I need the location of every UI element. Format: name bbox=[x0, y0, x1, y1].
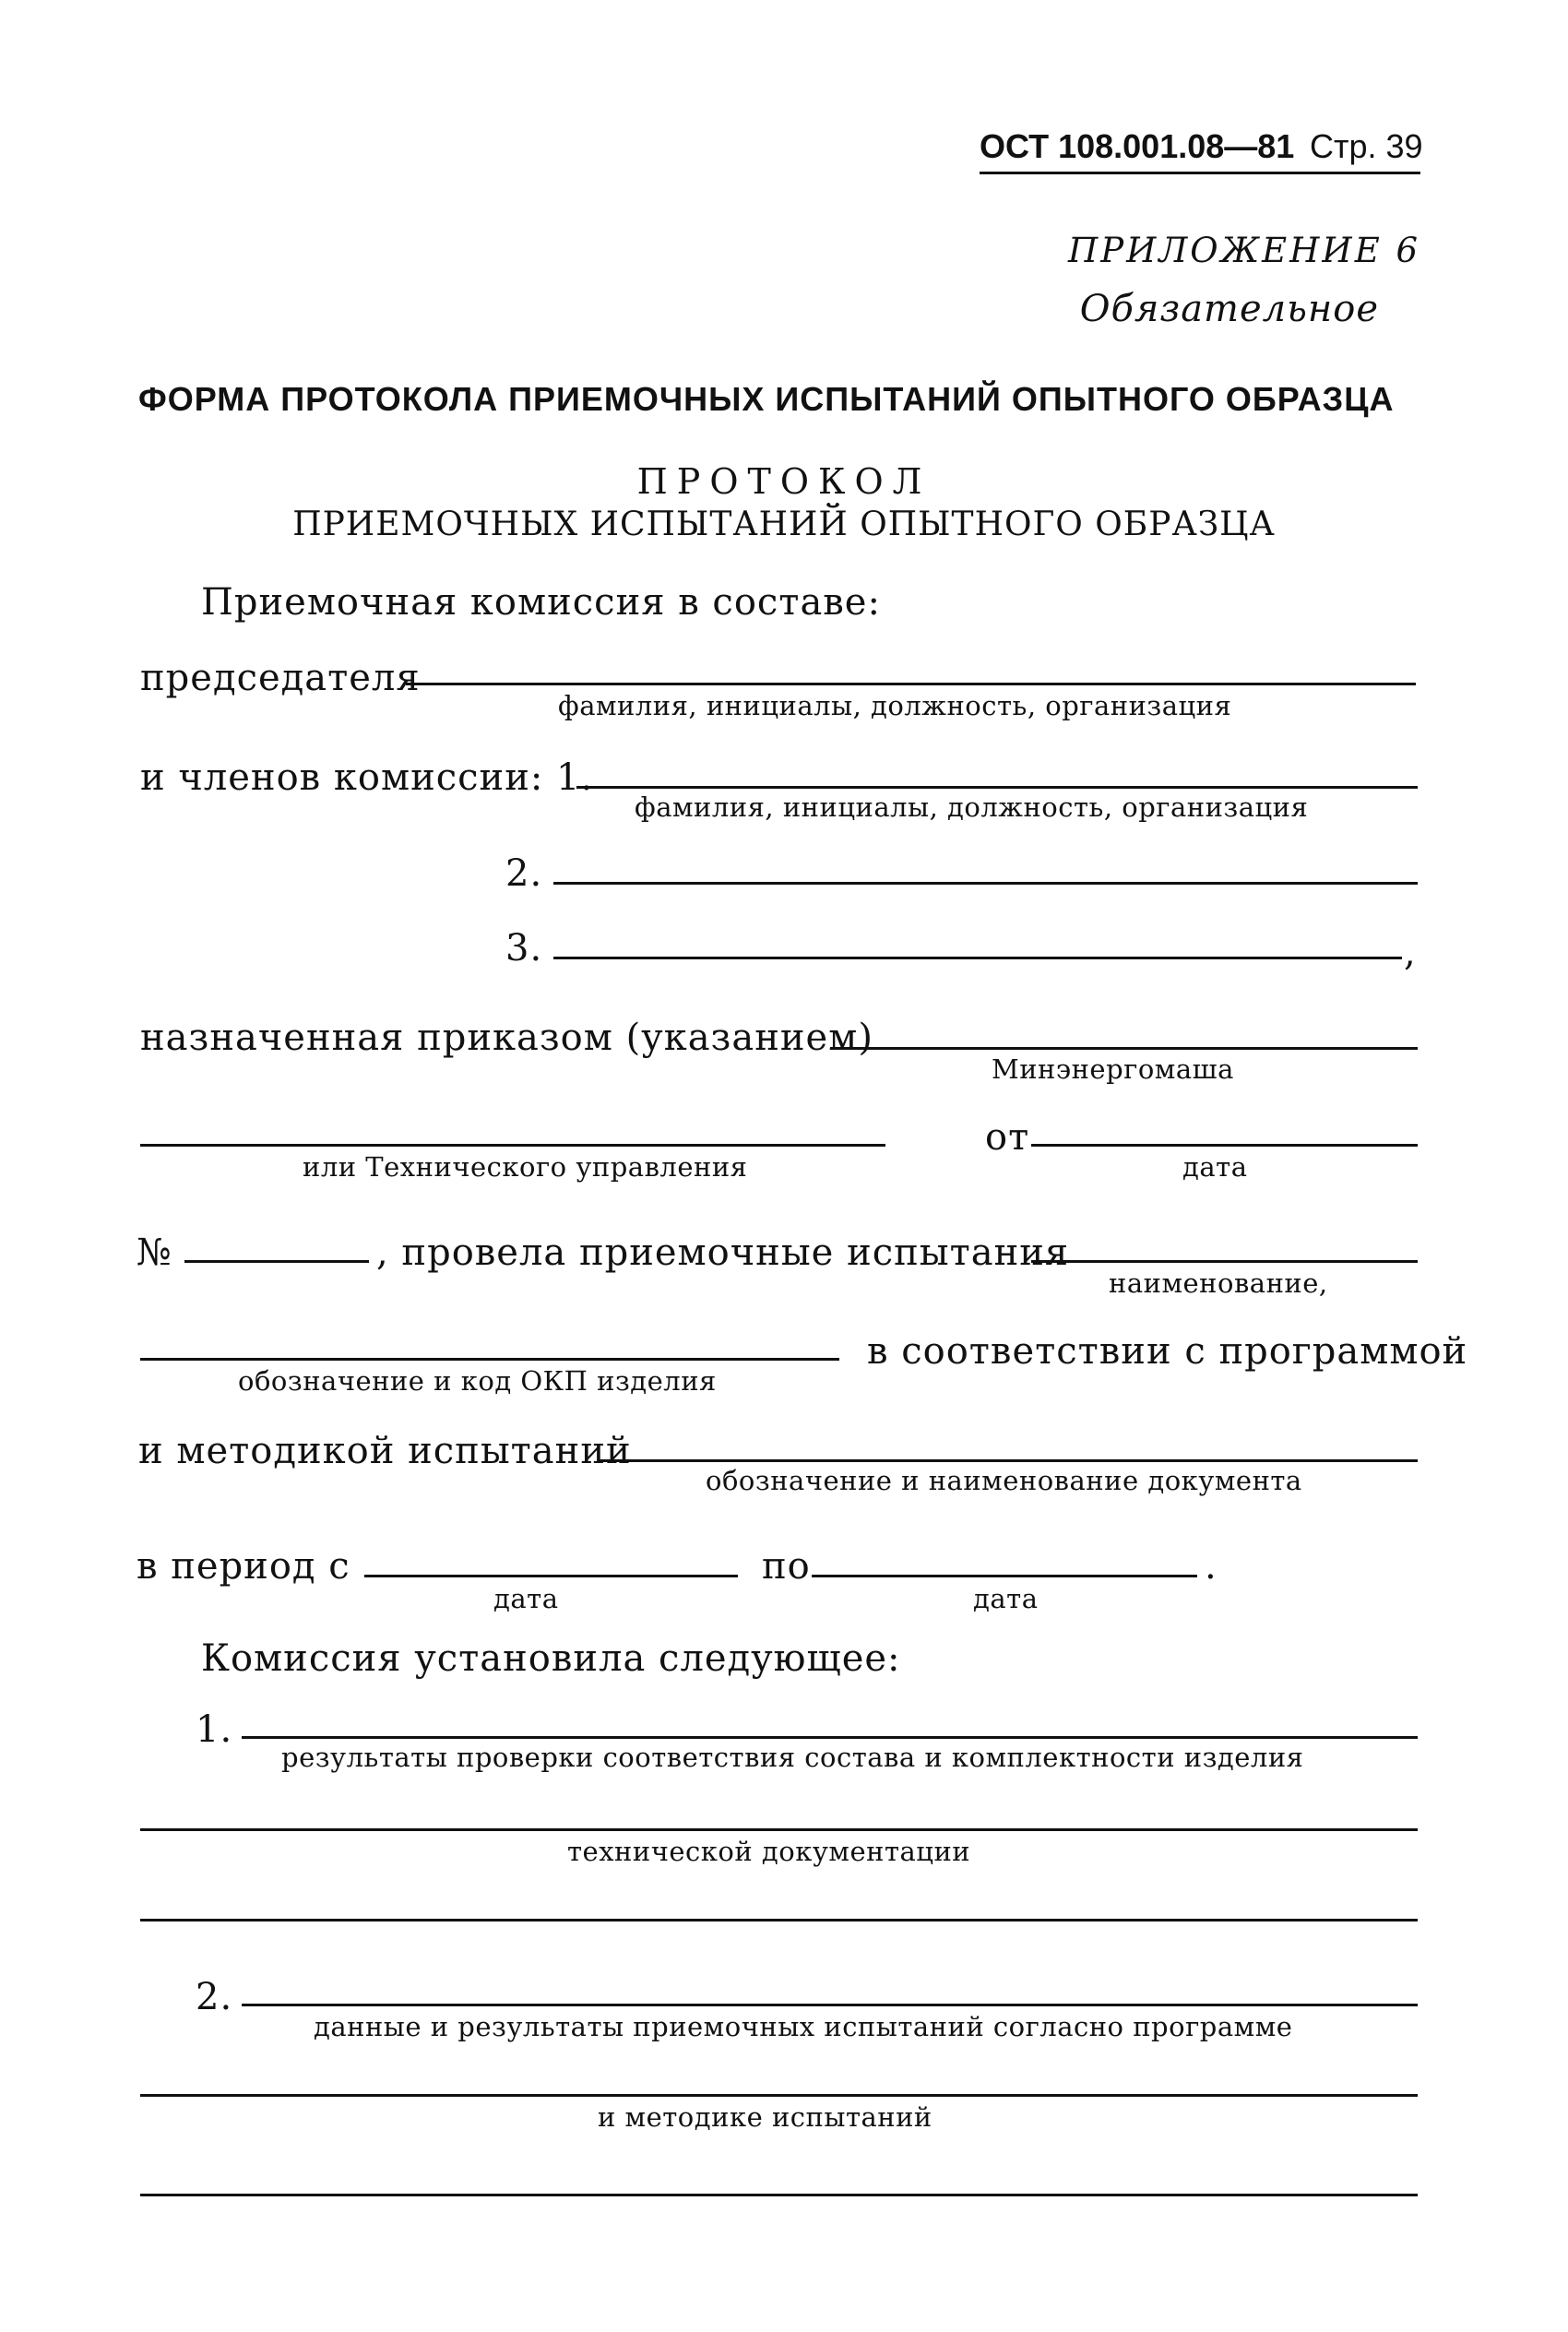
finding2-caption: данные и результаты приемочных испытаний согласно программе bbox=[314, 2011, 1293, 2042]
period-to-label: по bbox=[762, 1545, 811, 1588]
period-label: в период с bbox=[137, 1545, 350, 1588]
finding2-caption-line2: и методике испытаний bbox=[598, 2101, 932, 2133]
method-field[interactable] bbox=[600, 1459, 1418, 1462]
finding1-number: 1. bbox=[196, 1708, 233, 1751]
finding1-caption-line2: технической документации bbox=[567, 1836, 971, 1867]
finding2-field-line2[interactable] bbox=[140, 2094, 1418, 2097]
from-label: от bbox=[985, 1116, 1030, 1159]
period-from-field[interactable] bbox=[364, 1575, 738, 1577]
ministry-caption: Минэнергомаша bbox=[992, 1053, 1234, 1085]
appointment-label: назначенная приказом (указанием) bbox=[140, 1017, 873, 1059]
order-date-field[interactable] bbox=[1031, 1144, 1418, 1147]
conducted-label: , провела приемочные испытания bbox=[376, 1231, 1070, 1274]
department-caption: или Технического управления bbox=[303, 1151, 748, 1183]
member1-caption: фамилия, инициалы, должность, организация bbox=[635, 791, 1309, 823]
finding1-field-line3[interactable] bbox=[140, 1919, 1418, 1922]
period-from-caption: дата bbox=[493, 1583, 559, 1614]
protocol-title: ПРОТОКОЛ bbox=[636, 461, 932, 502]
appendix-status: Обязательное bbox=[1079, 288, 1379, 330]
member2-number: 2. bbox=[505, 852, 543, 895]
member3-field[interactable] bbox=[553, 957, 1402, 959]
method-caption: обозначение и наименование документа bbox=[706, 1465, 1302, 1496]
header-underline bbox=[980, 172, 1420, 174]
findings-intro: Комиссия установила следующее: bbox=[201, 1637, 901, 1680]
product-name-field[interactable] bbox=[1031, 1260, 1418, 1263]
member3-number: 3. bbox=[505, 927, 543, 970]
product-code-caption: обозначение и код ОКП изделия bbox=[238, 1365, 717, 1397]
members-label: и членов комиссии: 1. bbox=[140, 756, 594, 799]
order-number-field[interactable] bbox=[184, 1260, 369, 1263]
finding2-field-line3[interactable] bbox=[140, 2194, 1418, 2196]
finding1-caption: результаты проверки соответствия состава и комплектности изделия bbox=[281, 1742, 1304, 1773]
protocol-subtitle: ПРИЕМОЧНЫХ ИСПЫТАНИЙ ОПЫТНОГО ОБРАЗЦА bbox=[292, 506, 1276, 543]
program-label: в соответствии с программой bbox=[867, 1330, 1468, 1373]
department-field[interactable] bbox=[140, 1144, 885, 1147]
finding2-field[interactable] bbox=[242, 2004, 1418, 2006]
finding1-field-line2[interactable] bbox=[140, 1828, 1418, 1831]
member1-field[interactable] bbox=[576, 786, 1418, 789]
member3-comma: , bbox=[1404, 932, 1417, 974]
page-number: Стр. 39 bbox=[1310, 127, 1423, 165]
member2-field[interactable] bbox=[553, 882, 1418, 885]
appendix-label: ПРИЛОЖЕНИЕ 6 bbox=[1067, 231, 1420, 270]
product-name-caption: наименование, bbox=[1109, 1267, 1328, 1299]
finding2-number: 2. bbox=[196, 1976, 233, 2018]
document-code: ОСТ 108.001.08—81 bbox=[980, 127, 1295, 165]
chairman-field[interactable] bbox=[406, 683, 1416, 685]
chairman-label: председателя bbox=[140, 657, 421, 699]
finding1-field[interactable] bbox=[242, 1736, 1418, 1739]
order-number-label: № bbox=[137, 1231, 172, 1274]
chairman-caption: фамилия, инициалы, должность, организация bbox=[558, 690, 1232, 721]
period-to-caption: дата bbox=[973, 1583, 1039, 1614]
commission-intro: Приемочная комиссия в составе: bbox=[201, 581, 881, 624]
method-label: и методикой испытаний bbox=[138, 1430, 632, 1472]
product-code-field[interactable] bbox=[140, 1358, 839, 1361]
period-end-dot: . bbox=[1205, 1545, 1218, 1588]
period-to-field[interactable] bbox=[812, 1575, 1197, 1577]
order-date-caption: дата bbox=[1182, 1151, 1248, 1183]
appointment-field[interactable] bbox=[830, 1047, 1418, 1050]
form-title: ФОРМА ПРОТОКОЛА ПРИЕМОЧНЫХ ИСПЫТАНИЙ ОПЫТНОГО ОБРАЗЦА bbox=[138, 380, 1395, 418]
